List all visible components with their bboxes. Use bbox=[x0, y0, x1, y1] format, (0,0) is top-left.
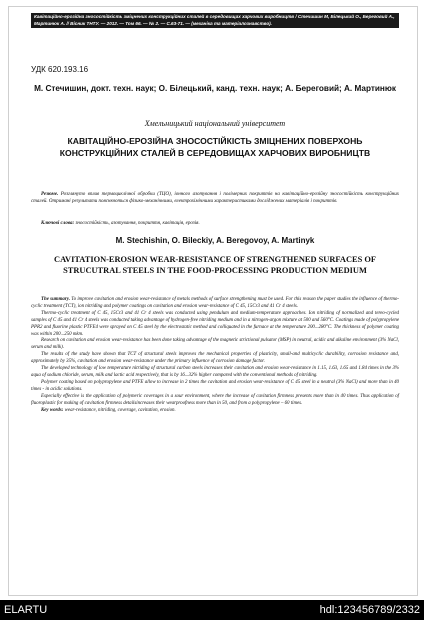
affiliation: Хмельницький національний університет bbox=[144, 119, 286, 128]
abstract-paragraph: The results of the study have shown that TCT of structural steels improves the mechanical properties of plasticity, small-and multicyclic durability, corrosion resistance and, approximately by 35%, cavitation and erosion wear-resistance under the primary influence of corrosion damage factor. bbox=[31, 352, 399, 365]
repository-footer bbox=[0, 600, 424, 620]
summary-label: The summary. bbox=[41, 297, 70, 302]
keywords-uk-text: зносостійкість, азотування, покриття, кавітація, ерозія. bbox=[75, 221, 200, 226]
abstract-english bbox=[31, 297, 399, 414]
handle-id: hdl:123456789/2332 bbox=[319, 604, 420, 616]
abstract-paragraph: Polymer coating based on polypropylene and PTFE allow to increase in 2 times the cavitation and erosion wear-resistance of C 45 steel in a neutral (3% NaCl) and more than in 40 times - in acidic solutions. bbox=[31, 379, 399, 392]
abstract-paragraph: Thermo-cyclic treatment of C 45, 15Cr3 and 41 Cr 4 steels was conducted using pendulum and medium-temperature approaches. Ion nitriding of normalized and tereo-cycled samples of C 45 and 41 Cr 4 steels was conducted taking advantage of hydrogen-free nitriding medium and in a nitrogen-argon mixture at 500 and 560°C. Coatings made of polypropylene PPR2 and fluorine plastic PTFE4 were sprayed on C 45 steel by the electrostatic method and colliquated in the furnace at the temperature 200...280°C. The thickness of polymer coating was within 200...250 mkm. bbox=[31, 310, 399, 337]
authors-english: M. Stechishin, O. Bileckiy, A. Beregovoy, A. Martinyk bbox=[115, 236, 315, 245]
abstract-paragraph: Especially effective is the application of polymeric coverages in a sour environment, where the increase of cavitation firmness presents more than in 40 times. Thus application of fluoroplastic for making of cavitation firmness detailsincreases their wearproofness more than in 50, and from a polypropylene – 60 times. bbox=[31, 393, 399, 406]
keywords-english bbox=[31, 408, 399, 415]
abstract-paragraph: Research on cavitation and erosion wear-resistance has been done taking advantage of the magnetic strictional pulsator (MSP) in neutral, acidic and alkaline environment (3% NaCl, serum and milk). bbox=[31, 338, 399, 351]
keywords-en-label: Key words: bbox=[41, 407, 64, 413]
keywords-ukrainian bbox=[31, 220, 399, 227]
abstract-paragraph-text: To improve cavitation and erosion wear-resistance of metals methods of surface strengthening must be used. For this reason the paper studies the influence of thermo-cyclic treatment (TCT), ion nitriding and polymer coatings on cavitation and erosion wear-resistance of C 45, 15Cr3 and 41 Cr 4 steels. bbox=[31, 297, 399, 309]
udk-code: УДК 620.193.16 bbox=[31, 65, 89, 74]
keywords-uk-label: Ключові слова: bbox=[41, 221, 75, 226]
abstract-ukrainian bbox=[31, 191, 399, 206]
title-ukrainian: КАВІТАЦІЙНО-ЕРОЗІЙНА ЗНОСОСТІЙКІСТЬ ЗМІЦНЕНИХ ПОВЕРХОНЬ КОНСТРУКЦІЙНИХ СТАЛЕЙ В СЕРЕДОВИЩАХ ХАРЧОВИХ ВИРОБНИЦТВ bbox=[59, 136, 371, 158]
repository-name: ELARTU bbox=[4, 604, 48, 616]
citation-header: Кавітаційно-ерозійна зносостійкість зміцнених конструкційних сталей в середовищах харчових виробництв / Стечишин М, Білецький О., Береговий А., Мартинюк А. // Вісник ТНТУ. — 2012. — Том 66. — № 2. — С.63-71. — (механіка та матеріалознавство). bbox=[31, 13, 399, 28]
authors-ukrainian: М. Стечишин, докт. техн. наук; О. Білецький, канд. техн. наук; А. Береговий; А. Мартинюк bbox=[34, 84, 396, 93]
title-english: CAVITATION-EROSION WEAR-RESISTANCE OF STRENGTHENED SURFACES OF STRUCUTRAL STEELS IN THE FOOD-PROCESSING PRODUCTION MEDIUM bbox=[54, 255, 376, 276]
keywords-en-text: wear-resistance, nitriding, coverage, cavitation, erosion. bbox=[64, 407, 176, 413]
abstract-uk-label: Резюме. bbox=[41, 192, 59, 197]
abstract-uk-text: Розглянуто вплив термоциклічної обробки (ТЦО), іонного азотування і полімерних покриттів на кавітаційно-ерозійну зносостійкість конструкційних сталей. Отримані результати пояснюються фізико-механічними, електрохімічними характеристиками досліджених матеріалів і покриттів. bbox=[31, 192, 400, 205]
abstract-paragraph: The developed technology of low temperature nitriding of structural carbon steels increases their cavitation and erosion wear-resistance in 1.15, 1.63, 1.65 and 1.84 times in the 3% aqua of sodium chloride, serum, milk and lactic acid respectively, that is by 16...32% higher compared with the conventional methods of nitriding. bbox=[31, 366, 399, 378]
paper-page bbox=[8, 6, 418, 596]
abstract-paragraph bbox=[31, 297, 399, 311]
